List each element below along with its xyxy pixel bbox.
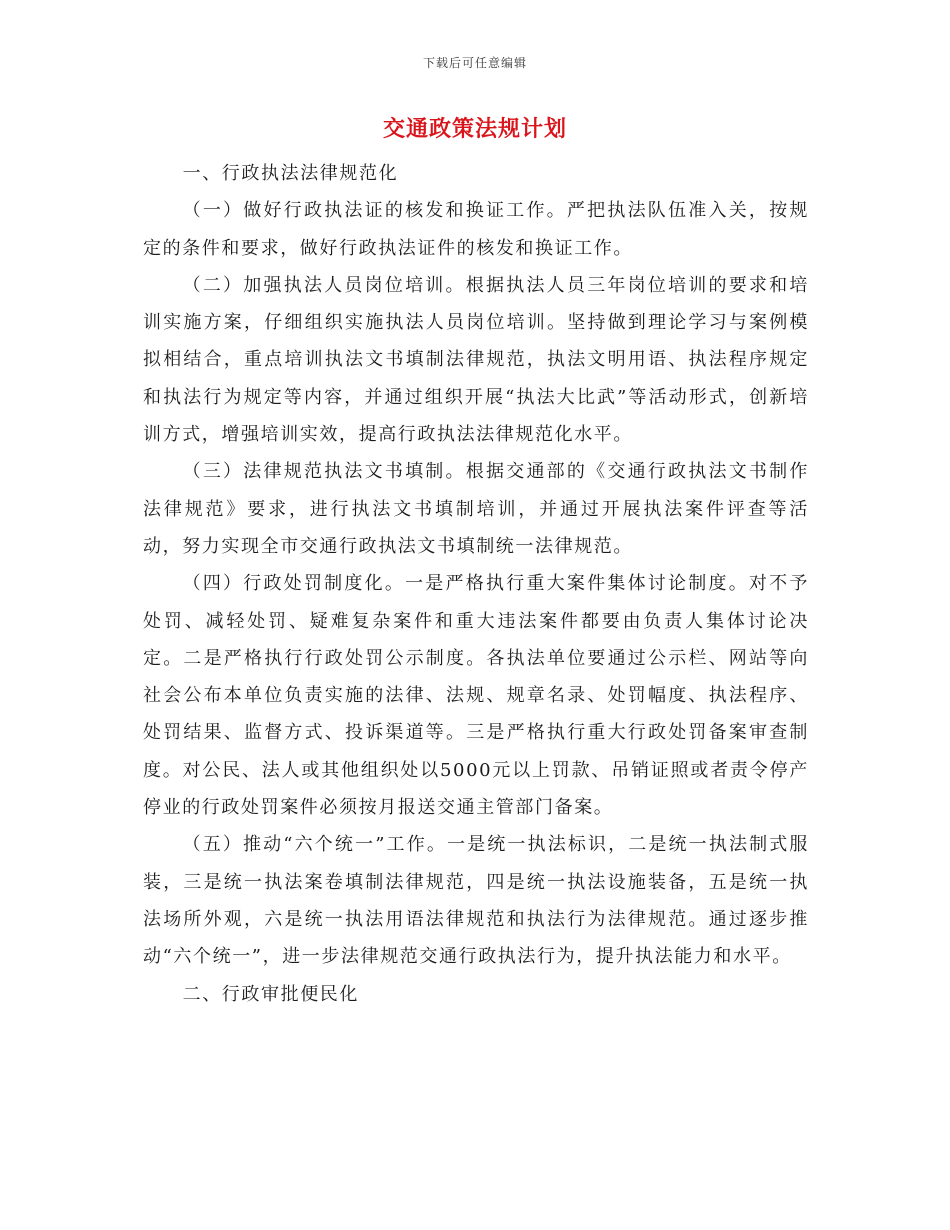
header-note: 下载后可任意编辑: [422, 56, 527, 70]
section-heading-2: 二、行政审批便民化: [182, 983, 359, 1005]
section-heading-1: 一、行政执法法律规范化: [182, 163, 399, 184]
paragraph-2: （二）加强执法人员岗位培训。根据执法人员三年岗位培训的要求和培训实施方案，仔细组织实施执法人员岗位培训。坚持做到理论学习与案例模拟相结合，重点培训执法文书填制法律规范，执法文明用语、执法程序规定和执法行为规定等内容，并通过组织开展“执法大比武”等活动形式，创新培训方式，增强培训实效，提高行政执法法律规范化水平。: [143, 274, 809, 446]
paragraph-5: （五）推动“六个统一”工作。一是统一执法标识，二是统一执法制式服装，三是统一执法案卷填制法律规范，四是统一执法设施装备，五是统一执法场所外观，六是统一执法用语法律规范和执法行为法律规范。通过逐步推动“六个统一”，进一步法律规范交通行政执法行为，提升执法能力和水平。: [143, 834, 809, 968]
paragraph-4: （四）行政处罚制度化。一是严格执行重大案件集体讨论制度。对不予处罚、减轻处罚、疑难复杂案件和重大违法案件都要由负责人集体讨论决定。二是严格执行行政处罚公示制度。各执法单位要通过公示栏、网站等向社会公布本单位负责实施的法律、法规、规章名录、处罚幅度、执法程序、处罚结果、监督方式、投诉渠道等。三是严格执行重大行政处罚备案审查制度。对公民、法人或其他组织处以5000元以上罚款、吊销证照或者责令停产停业的行政处罚案件必须按月报送交通主管部门备案。: [143, 573, 809, 819]
paragraph-1: （一）做好行政执法证的核发和换证工作。严把执法队伍准入关，按规定的条件和要求，做好行政执法证件的核发和换证工作。: [143, 200, 809, 259]
document-title: 交通政策法规计划: [382, 116, 567, 142]
paragraph-3: （三）法律规范执法文书填制。根据交通部的《交通行政执法文书制作法律规范》要求，进行执法文书填制培训，并通过开展执法案件评查等活动，努力实现全市交通行政执法文书填制统一法律规范。: [143, 461, 809, 557]
document-body: [143, 155, 809, 1013]
